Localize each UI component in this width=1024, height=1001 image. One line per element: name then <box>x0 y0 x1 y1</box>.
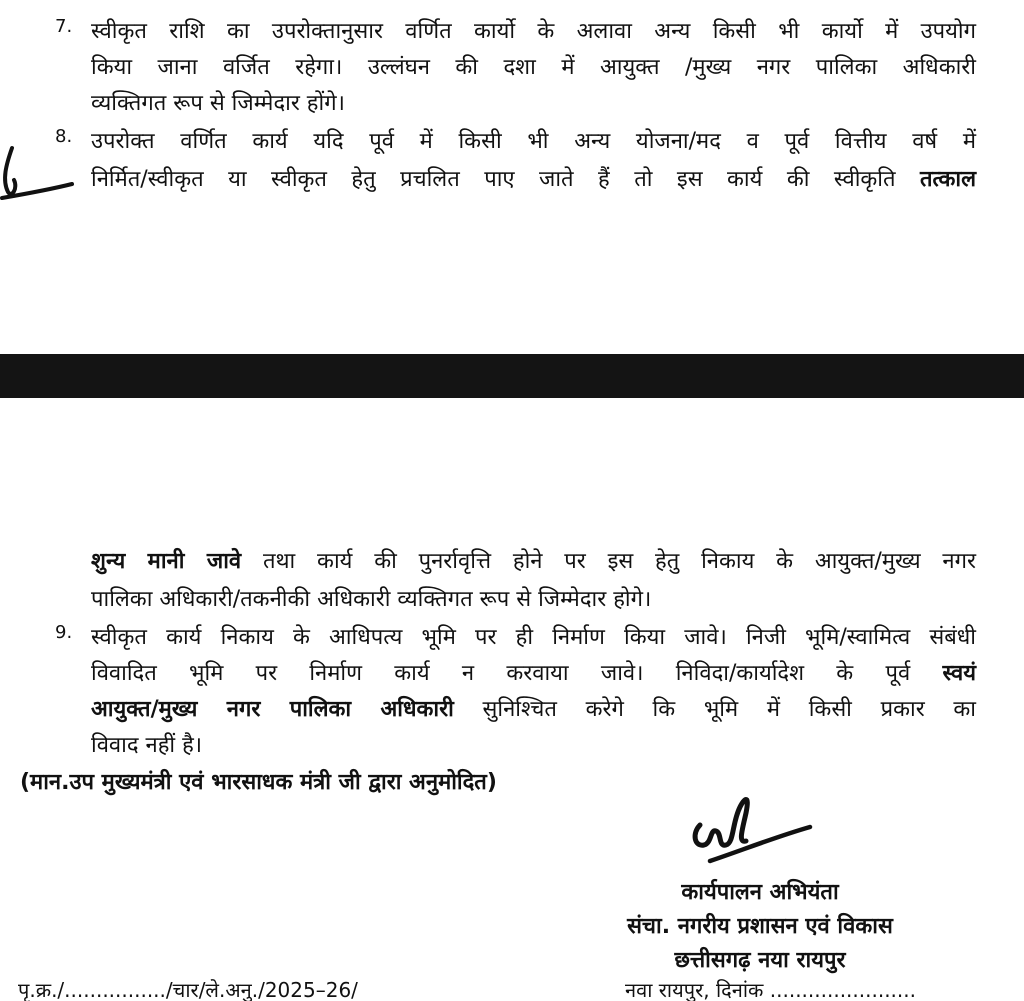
item-9-line-3 <box>91 692 976 728</box>
signatory-location: छत्तीसगढ़ नया रायपुर <box>674 948 846 973</box>
item-9-line-1: स्वीकृत कार्य निकाय के आधिपत्य भूमि पर ही निर्माण किया जावे। निजी भूमि/स्वामित्व संबंधी <box>91 625 976 650</box>
signatory-department: संचा. नगरीय प्रशासन एवं विकास <box>627 914 893 939</box>
item-number: 7. <box>55 16 73 37</box>
item-9-line-2-text: विवादित भूमि पर निर्माण कार्य न करवाया जावे। निविदा/कार्यादेश के पूर्व <box>91 661 943 686</box>
item-9-line-3-bold: आयुक्त/मुख्य नगर पालिका अधिकारी <box>91 697 454 722</box>
place-date: नवा रायपुर, दिनांक ....................... <box>625 978 916 1001</box>
item-7-line-3: व्यक्तिगत रूप से जिम्मेदार होंगे। <box>91 91 345 116</box>
item-8-line-1: उपरोक्त वर्णित कार्य यदि पूर्व में किसी भी अन्य योजना/मद व पूर्व वित्तीय वर्ष में <box>91 129 976 154</box>
item-number: 9. <box>55 622 73 643</box>
item-9-line-2 <box>91 656 976 692</box>
item-8-line-3 <box>91 544 976 580</box>
item-8-line-3-text: तथा कार्य की पुनर्रावृत्ति होने पर इस हेतु निकाय के आयुक्त/मुख्य नगर <box>241 549 976 574</box>
item-8-line-2-text: निर्मित/स्वीकृत या स्वीकृत हेतु प्रचलित पाए जाते हैं तो इस कार्य की स्वीकृति <box>91 167 920 192</box>
item-8-line-3-bold: शुन्य मानी जावे <box>91 549 242 574</box>
approval-note: (मान.उप मुख्यमंत्री एवं भारसाधक मंत्री जी द्वारा अनुमोदित) <box>20 770 497 795</box>
cut-off-text-line <box>90 0 980 10</box>
margin-signature-mark <box>0 140 80 220</box>
item-9-line-3-text: सुनिश्चित करेगे कि भूमि में किसी प्रकार का <box>453 697 976 722</box>
item-9-line-2-bold: स्वयं <box>942 661 976 686</box>
item-7-line-1: स्वीकृत राशि का उपरोक्तानुसार वर्णित कार्यो के अलावा अन्य किसी भी कार्यो में उपयोग <box>91 19 976 44</box>
signatory-designation: कार्यपालन अभियंता <box>681 880 839 905</box>
item-7-line-2: किया जाना वर्जित रहेगा। उल्लंघन की दशा में आयुक्त /मुख्य नगर पालिका अधिकारी <box>91 55 976 80</box>
item-9-line-4: विवाद नहीं है। <box>91 733 203 758</box>
item-8-line-4: पालिका अधिकारी/तकनीकी अधिकारी व्यक्तिगत रूप से जिम्मेदार होगे। <box>91 587 652 612</box>
page-break-band <box>0 354 1024 398</box>
officer-signature <box>680 785 820 875</box>
item-8-line-2 <box>91 162 976 198</box>
item-8-line-2-bold: तत्काल <box>920 167 976 192</box>
item-number: 8. <box>55 126 73 147</box>
reference-number: पृ.क्र./................/चार/ले.अनु./2025–26/ <box>18 978 358 1001</box>
